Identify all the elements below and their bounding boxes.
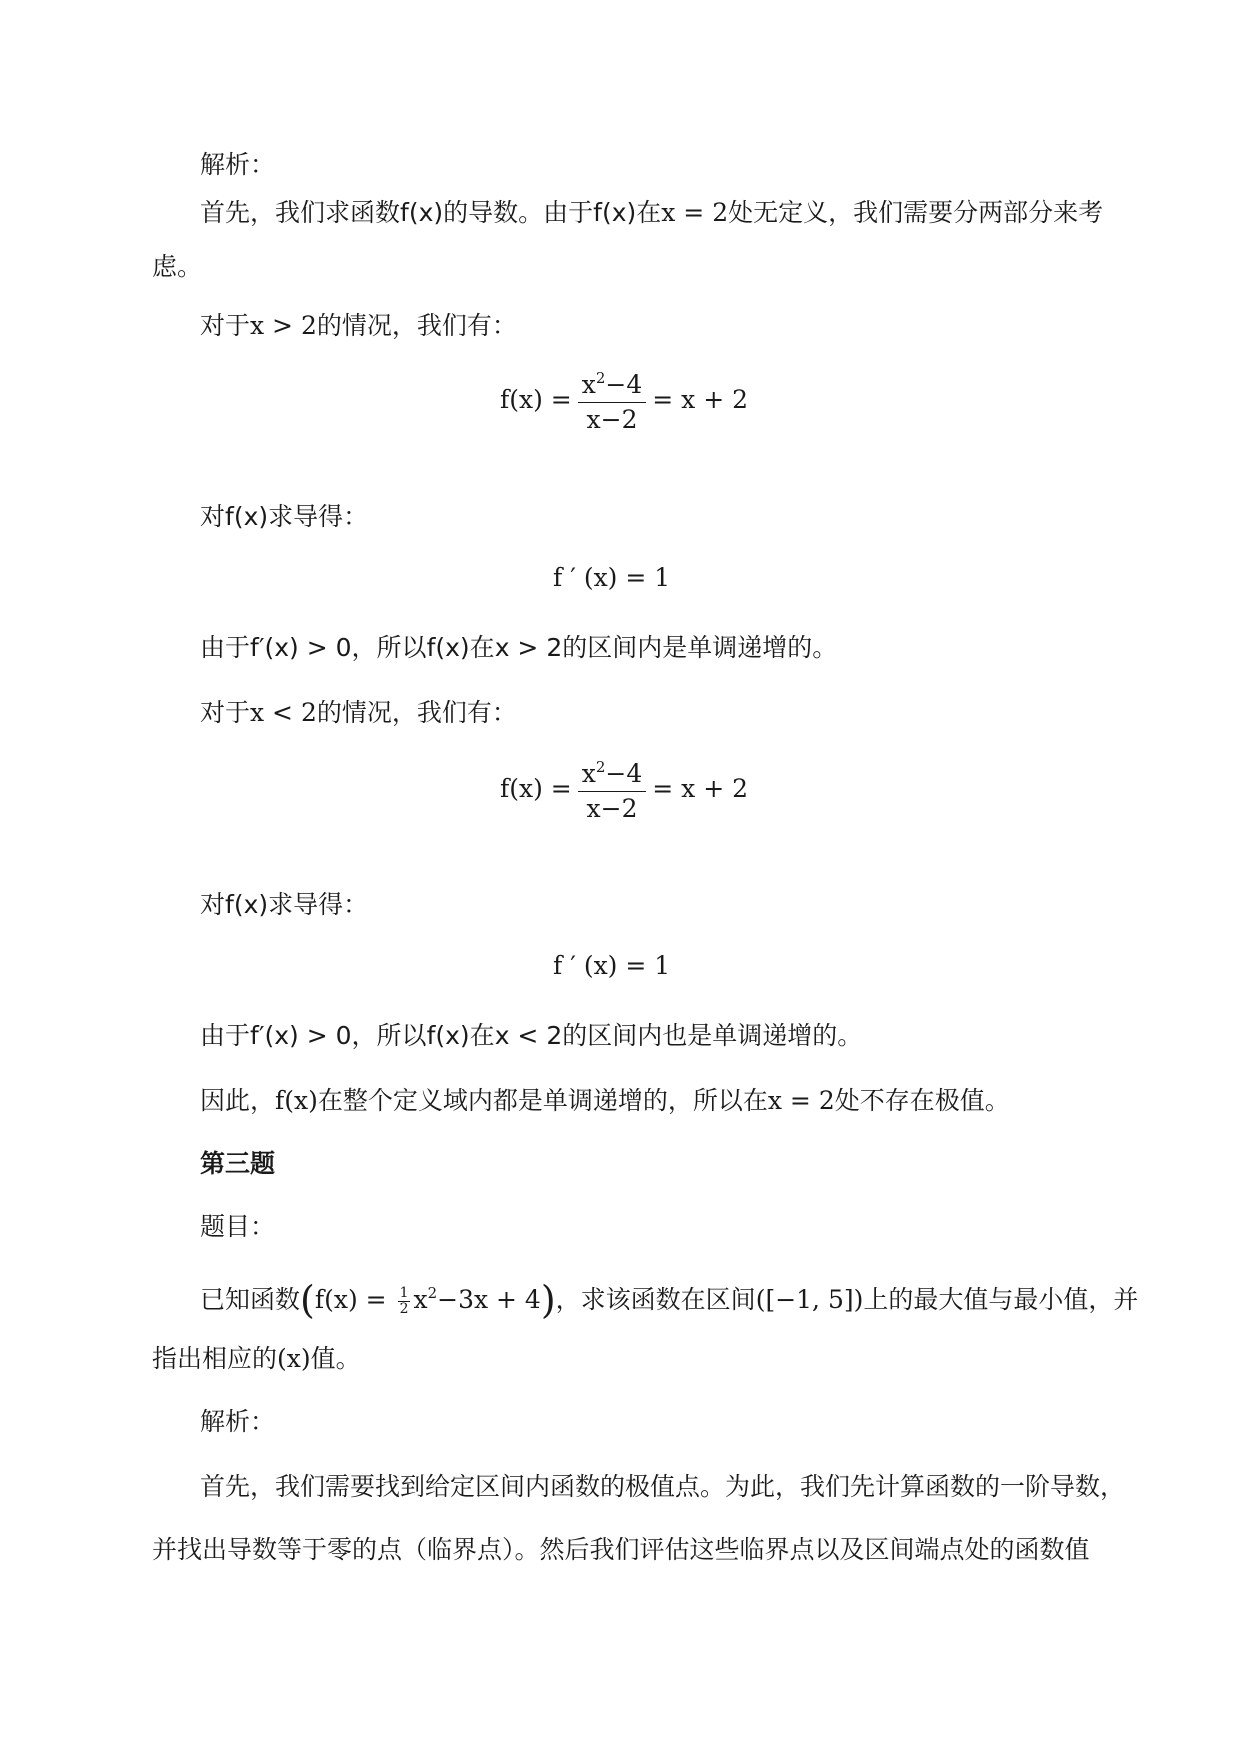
text: 在整个定义域内都是单调递增的，所以在 [317, 1086, 768, 1115]
math-inline: −3x + 4 [437, 1285, 541, 1314]
math-inline: x = 2 [767, 1086, 835, 1115]
math-inline: f′(x) > 0 [250, 1021, 352, 1050]
paragraph-1-cont [152, 250, 202, 284]
math-inline: x < 2 [494, 1021, 563, 1050]
text: 解析： [200, 150, 276, 179]
text: 对 [200, 890, 226, 919]
heading-text: 第三题 [200, 1149, 276, 1178]
math-inline: f(x) [426, 1021, 470, 1050]
equation-2 [553, 563, 670, 592]
math-inline: f(x) [225, 890, 269, 919]
num-base: x [581, 759, 596, 788]
question-label [200, 1210, 275, 1244]
big-paren-close: ) [540, 1278, 556, 1322]
denominator: x−2 [586, 405, 638, 434]
eq-rhs: = x + 2 [652, 384, 749, 414]
text: 首先，我们求函数 [200, 198, 401, 227]
eq-text: f ′ (x) = 1 [553, 563, 671, 592]
text: 由于 [200, 633, 251, 662]
eq-text: f ′ (x) = 1 [553, 951, 671, 980]
math-inline: f(x) [426, 633, 470, 662]
text: 对 [200, 502, 226, 531]
text: 处无定义，我们需要分两部分来考 [728, 198, 1104, 227]
fraction [578, 363, 647, 435]
big-paren-open: ( [300, 1278, 315, 1322]
text: 对于 [200, 698, 251, 727]
equation-1 [500, 363, 748, 435]
text: 求导得： [268, 502, 369, 531]
frac-num: 1 [399, 1285, 409, 1301]
math-inline: (x) [277, 1344, 311, 1373]
num-rest: −4 [605, 370, 643, 399]
fraction [578, 752, 647, 824]
sup: 2 [427, 1284, 438, 1302]
text: 由于 [200, 1021, 251, 1050]
num-rest: −4 [605, 759, 643, 788]
text: 并找出导数等于零的点（临界点）。然后我们评估这些临界点以及区间端点处的函数值 [152, 1535, 1090, 1564]
math-inline: f(x) = [314, 1285, 387, 1314]
math-inline: f(x) [400, 198, 444, 227]
math-inline: ([−1, 5]) [755, 1285, 864, 1314]
text: ，求该函数在区间 [555, 1285, 756, 1314]
conclusion-2 [200, 1019, 862, 1053]
text: 的情况，我们有： [316, 698, 517, 727]
num-base: x [581, 370, 596, 399]
derive-2 [200, 888, 368, 922]
section-heading [200, 1147, 275, 1181]
text: 求导得： [268, 890, 369, 919]
math-inline: f(x) [275, 1086, 318, 1115]
text: 在 [469, 1021, 495, 1050]
num-sup: 2 [595, 369, 606, 387]
text: 在 [636, 198, 662, 227]
math-inline: x > 2 [250, 311, 317, 340]
text: 指出相应的 [152, 1344, 278, 1373]
text: 在 [469, 633, 495, 662]
eq-lhs: f(x) = [500, 773, 572, 803]
text: 首先，我们需要找到给定区间内函数的极值点。为此，我们先计算函数的一阶导数， [200, 1472, 1126, 1501]
equation-3 [500, 752, 748, 824]
eq-lhs: f(x) = [500, 384, 572, 414]
num-sup: 2 [595, 758, 606, 776]
text: 的情况，我们有： [316, 311, 517, 340]
text: 解析： [200, 1407, 276, 1436]
numerator [578, 363, 647, 403]
analysis-label-2 [200, 1405, 275, 1439]
math-inline: f′(x) > 0 [250, 633, 352, 662]
paragraph-1 [200, 196, 1103, 230]
math-inline: x < 2 [250, 698, 317, 727]
text: 的区间内是单调递增的。 [562, 633, 838, 662]
text: 值。 [310, 1344, 361, 1373]
text: 因此， [200, 1086, 276, 1115]
text: 上的最大值与最小值，并 [863, 1285, 1139, 1314]
derive-1 [200, 500, 368, 534]
text: ，所以 [351, 633, 427, 662]
math-inline: f(x) [225, 502, 269, 531]
frac-den: 2 [399, 1301, 409, 1317]
conclusion-1 [200, 631, 837, 665]
eq-rhs: = x + 2 [652, 773, 749, 803]
math-inline: f(x) [593, 198, 637, 227]
math-inline: x > 2 [494, 633, 563, 662]
half-fraction [398, 1286, 411, 1317]
text: 的区间内也是单调递增的。 [562, 1021, 863, 1050]
case-gt-2 [200, 309, 517, 343]
text: 已知函数 [200, 1285, 301, 1314]
text: ，所以 [351, 1021, 427, 1050]
question-body [200, 1276, 1139, 1322]
denominator: x−2 [586, 794, 638, 823]
analysis-label-1 [200, 148, 275, 182]
numerator [578, 752, 647, 792]
equation-4 [553, 951, 670, 980]
paragraph-final-2 [152, 1533, 1090, 1567]
final-conclusion [200, 1084, 1010, 1118]
case-lt-2 [200, 696, 517, 730]
paragraph-final-1 [200, 1470, 1125, 1504]
math-inline: x [413, 1285, 428, 1314]
text: 对于 [200, 311, 251, 340]
text: 处不存在极值。 [834, 1086, 1010, 1115]
text: 虑。 [152, 252, 203, 281]
text: 题目： [200, 1212, 276, 1241]
text: 的导数。由于 [443, 198, 594, 227]
question-body-cont [152, 1342, 361, 1376]
math-inline: x = 2 [661, 198, 729, 227]
